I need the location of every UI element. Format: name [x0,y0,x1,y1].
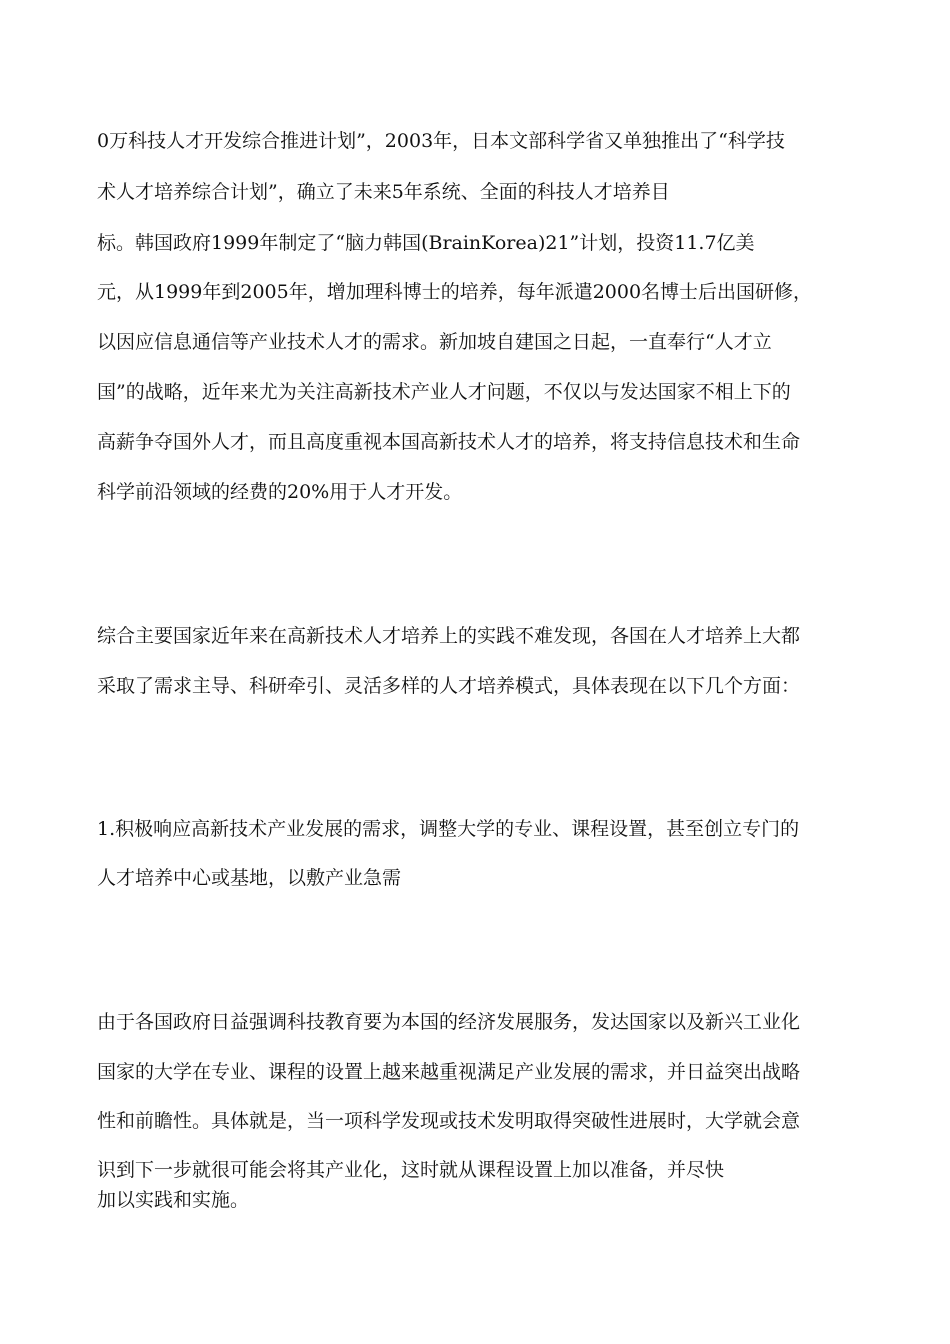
text-line: 标。韩国政府1999年制定了“脑力韩国(BrainKorea)21”计划，投资11.7亿美 [97,232,755,254]
text-line: 采取了需求主导、科研牵引、灵活多样的人才培养模式，具体表现在以下几个方面： [97,675,801,697]
text-line: 0万科技人才开发综合推进计划”，2003年，日本文部科学省又单独推出了“科学技 [97,130,785,152]
text-line: 科学前沿领域的经费的20%用于人才开发。 [97,481,463,503]
text-line: 以因应信息通信等产业技术人才的需求。新加坡自建国之日起，一直奉行“人才立 [97,331,772,353]
text-line: 国家的大学在专业、课程的设置上越来越重视满足产业发展的需求，并日益突出战略 [97,1061,801,1083]
text-line: 由于各国政府日益强调科技教育要为本国的经济发展服务，发达国家以及新兴工业化 [97,1011,801,1033]
text-line: 国”的战略，近年来尤为关注高新技术产业人才问题，不仅以与发达国家不相上下的 [97,381,791,403]
text-line: 高薪争夺国外人才，而且高度重视本国高新技术人才的培养，将支持信息技术和生命 [97,431,801,453]
text-line: 综合主要国家近年来在高新技术人才培养上的实践不难发现，各国在人才培养上大都 [97,625,801,647]
text-line: 人才培养中心或基地，以敷产业急需 [97,867,402,889]
text-line: 元，从1999年到2005年，增加理科博士的培养，每年派遣2000名博士后出国研修， [97,281,813,303]
text-line: 加以实践和实施。 [97,1189,250,1211]
text-line: 1.积极响应高新技术产业发展的需求，调整大学的专业、课程设置，甚至创立专门的 [97,818,800,840]
text-line: 术人才培养综合计划”，确立了未来5年系统、全面的科技人才培养目 [97,181,670,203]
text-line: 性和前瞻性。具体就是，当一项科学发现或技术发明取得突破性进展时，大学就会意 [97,1110,801,1132]
text-line: 识到下一步就很可能会将其产业化，这时就从课程设置上加以准备，并尽快 [97,1159,725,1181]
